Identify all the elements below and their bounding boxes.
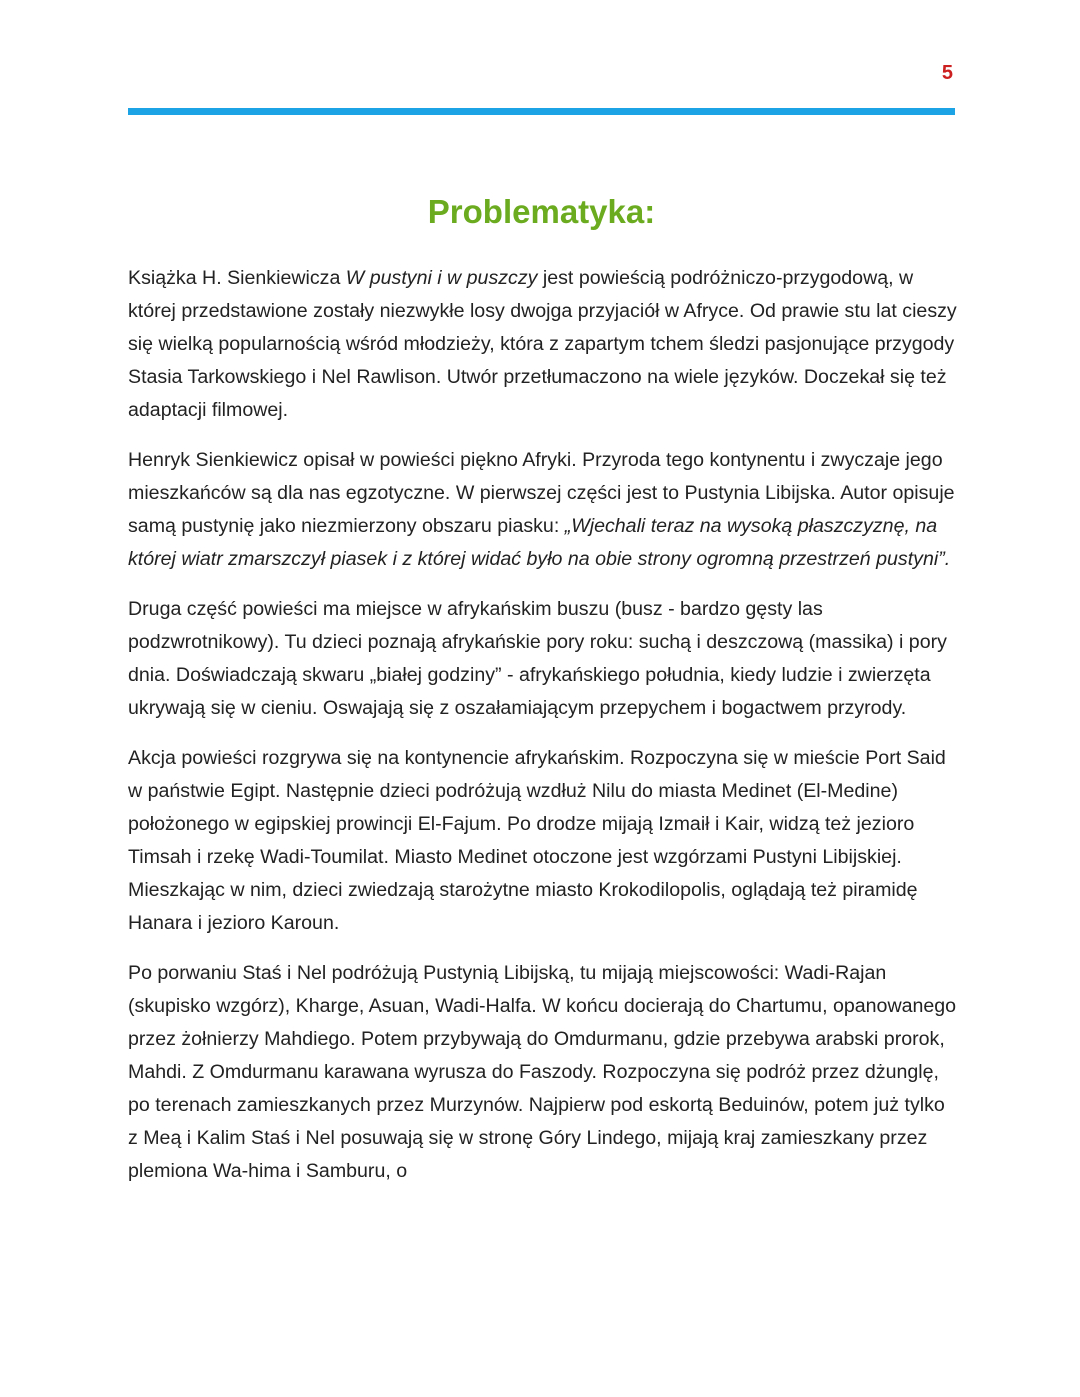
section-title: Problematyka:	[427, 193, 656, 230]
text-segment: jest powieścią podróżniczo-przygodową, w której przedstawione zostały niezwykłe losy dwojga przyjaciół w Afryce. Od prawie stu lat cieszy się wielką popularnością wśród młodzieży, która z zapartym tchem śledzi pasjonujące przygody Stasia Tarkowskiego i Nel Rawlison. Utwór przetłumaczono na wiele języków. Doczekał się też adaptacji filmowej.	[128, 267, 957, 421]
text-segment: Akcja powieści rozgrywa się na kontynencie afrykańskim. Rozpoczyna się w mieście Port Said w państwie Egipt. Następnie dzieci podróżują wzdłuż Nilu do miasta Medinet (El-Medine) położonego w egipskiej prowincji El-Fajum. Po drodze mijają Izmaił i Kair, widzą też jezioro Timsah i rzekę Wadi-Toumilat. Miasto Medinet otoczone jest wzgórzami Pustyni Libijskiej. Mieszkając w nim, dzieci zwiedzają starożytne miasto Krokodilopolis, oglądają też piramidę Hanara i jezioro Karoun.	[128, 747, 946, 934]
text-segment: Książka H. Sienkiewicza	[128, 267, 346, 289]
paragraph-intro	[128, 262, 958, 427]
paragraph-setting	[128, 742, 958, 940]
quote-italic: „Wjechali teraz na wysoką płaszczyznę, na której wiatr zmarszczył piasek i z której widać było na obie strony ogromną przestrzeń pustyni”.	[128, 515, 951, 570]
paragraph-journey	[128, 957, 958, 1188]
paragraph-nature	[128, 444, 958, 576]
text-segment: Druga część powieści ma miejsce w afrykańskim buszu (busz - bardzo gęsty las podzwrotnikowy). Tu dzieci poznają afrykańskie pory roku: suchą i deszczową (massika) i pory dnia. Doświadczają skwaru „białej godziny” - afrykańskiego południa, kiedy ludzie i zwierzęta ukrywają się w cieniu. Oswajają się z oszałamiającym przepychem i bogactwem przyrody.	[128, 598, 947, 719]
page-number: 5	[941, 62, 953, 84]
header-rule	[128, 108, 955, 115]
book-title-italic: W pustyni i w puszczy	[345, 267, 538, 289]
paragraph-bush	[128, 593, 958, 725]
text-segment: Henryk Sienkiewicz opisał w powieści piękno Afryki. Przyroda tego kontynentu i zwyczaje jego mieszkańców są dla nas egzotyczne. W pierwszej części jest to Pustynia Libijska. Autor opisuje samą pustynię jako niezmierzony obszaru piasku:	[128, 449, 955, 537]
text-segment: Po porwaniu Staś i Nel podróżują Pustynią Libijską, tu mijają miejscowości: Wadi-Rajan (skupisko wzgórz), Kharge, Asuan, Wadi-Halfa. W końcu docierają do Chartumu, opanowanego przez żołnierzy Mahdiego. Potem przybywają do Omdurmanu, gdzie przebywa arabski prorok, Mahdi. Z Omdurmanu karawana wyrusza do Faszody. Rozpoczyna się podróż przez dżunglę, po terenach zamieszkanych przez Murzynów. Najpierw pod eskortą Beduinów, potem już tylko z Meą i Kalim Staś i Nel posuwają się w stronę Góry Lindego, mijają kraj zamieszkany przez plemiona Wa-hima i Samburu, o	[128, 962, 957, 1182]
body-content	[128, 262, 958, 1205]
